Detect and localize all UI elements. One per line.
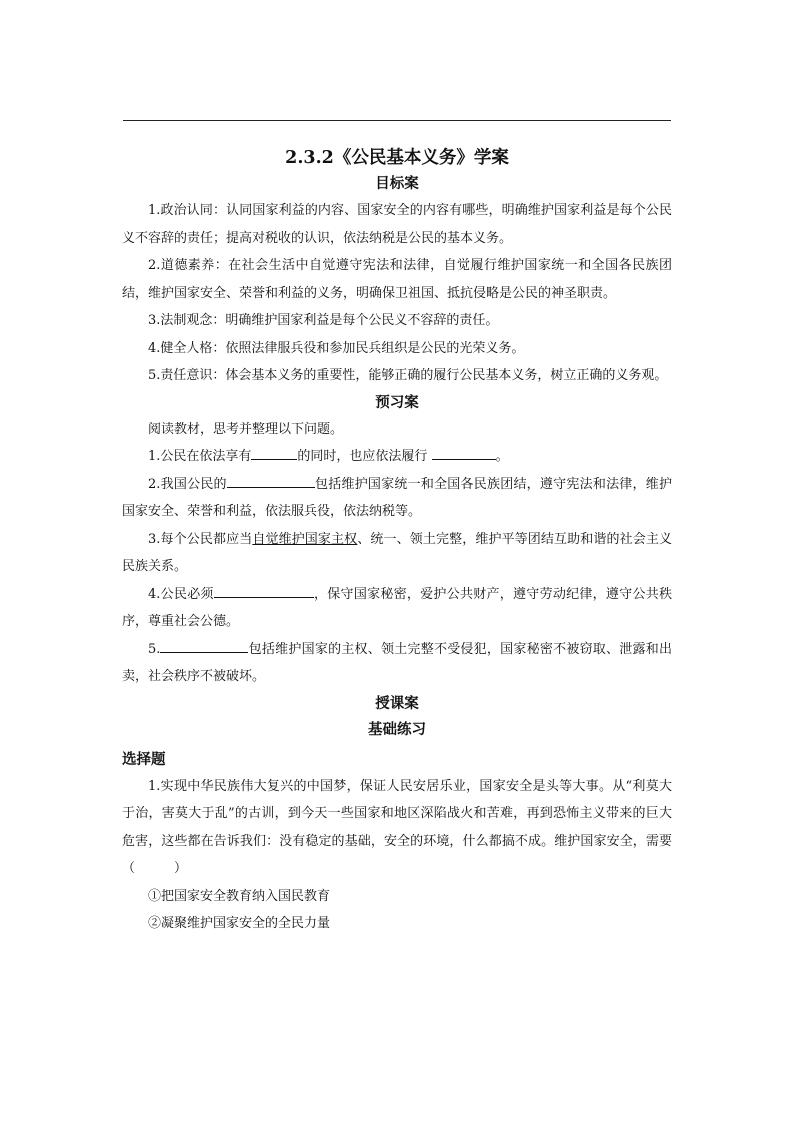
goal-item-4: 4.健全人格：依照法律服兵役和参加民兵组织是公民的光荣义务。: [148, 340, 525, 356]
q4-text-a: 4.公民必须: [148, 586, 214, 602]
q1-text-a: 1.公民在依法享有: [148, 449, 252, 464]
q2-text-a: 2.我国公民的: [148, 476, 227, 492]
header-rule: [123, 120, 671, 121]
q2-text-b: 包括维护国家统一和全国各民族团结，遵守宪法和法律，维护国家安全、荣誉和利益，依法服兵役，依法纳税等。: [122, 476, 672, 519]
preview-question-3: [122, 526, 672, 581]
preview-question-2: [122, 471, 672, 526]
preview-question-4: [122, 581, 672, 636]
goal-item-1: 1.政治认同：认同国家利益的内容、国家安全的内容有哪些，明确维护国家利益是每个公民义不容辞的责任；提高对税收的认识，依法纳税是公民的基本义务。: [122, 203, 672, 246]
section-title-lecture: 授课案: [375, 694, 419, 712]
section-title-basic-practice: 基础练习: [368, 720, 426, 738]
q1-blank-2[interactable]: [432, 445, 496, 460]
section-title-goals: 目标案: [375, 175, 419, 192]
goal-item-3: 3.法制观念：明确维护国家利益是每个公民义不容辞的责任。: [148, 313, 499, 328]
section-title-preview: 预习案: [375, 393, 419, 411]
preview-intro: 阅读教材，思考并整理以下问题。: [148, 421, 344, 437]
goal-item-5: 5.责任意识：体会基本义务的重要性，能够正确的履行公民基本义务，树立正确的义务观。: [148, 368, 668, 383]
subheading-multiple-choice: 选择题: [122, 750, 166, 768]
question-1-option-1: ①把国家安全教育纳入国民教育: [148, 888, 331, 904]
q3-underlined-text: 自觉维护国家主权: [252, 531, 358, 547]
q3-text-b: 、统一、领土完整，维护平等团结互助和谐的社会主义民族关系。: [122, 531, 672, 574]
q1-blank-1[interactable]: [251, 445, 297, 460]
goal-item-2: 2.道德素养：在社会生活中自觉遵守宪法和法律，自觉履行维护国家统一和全国各民族团结，维护国家安全、荣誉和利益的义务，明确保卫祖国、抵抗侵略是公民的神圣职责。: [122, 258, 672, 301]
q3-text-a: 3.每个公民都应当: [148, 531, 253, 547]
question-1-option-2: ②凝聚维护国家安全的全民力量: [148, 916, 331, 931]
q1-text-b: 的同时，也应依法履行: [297, 449, 428, 464]
q5-text-a: 5.: [148, 641, 161, 657]
q4-blank[interactable]: [214, 583, 314, 598]
q2-blank[interactable]: [227, 473, 315, 488]
q4-text-b: ，保守国家秘密，爱护公共财产，遵守劳动纪律，遵守公共秩序，尊重社会公德。: [122, 586, 672, 629]
q5-text-b: 包括维护国家的主权、领土完整不受侵犯，国家秘密不被窃取、泄露和出卖，社会秩序不被破坏。: [122, 641, 672, 684]
question-1-stem: 1.实现中华民族伟大复兴的中国梦，保证人民安居乐业，国家安全是头等大事。从“利莫大于治，害莫大于乱”的古训，到今天一些国家和地区深陷战火和苦难，再到恐怖主义带来的巨大危害，这些都在告诉我们：没有稳定的基础，安全的环境，什么都搞不成。维护国家安全，需要（ ）: [122, 778, 672, 876]
preview-question-5: [122, 636, 672, 691]
preview-question-1: [122, 443, 672, 471]
document-body: [122, 137, 672, 938]
document-title: 2.3.2《公民基本义务》学案: [285, 148, 509, 168]
q1-text-c: 。: [495, 449, 509, 464]
q5-blank[interactable]: [160, 638, 248, 653]
